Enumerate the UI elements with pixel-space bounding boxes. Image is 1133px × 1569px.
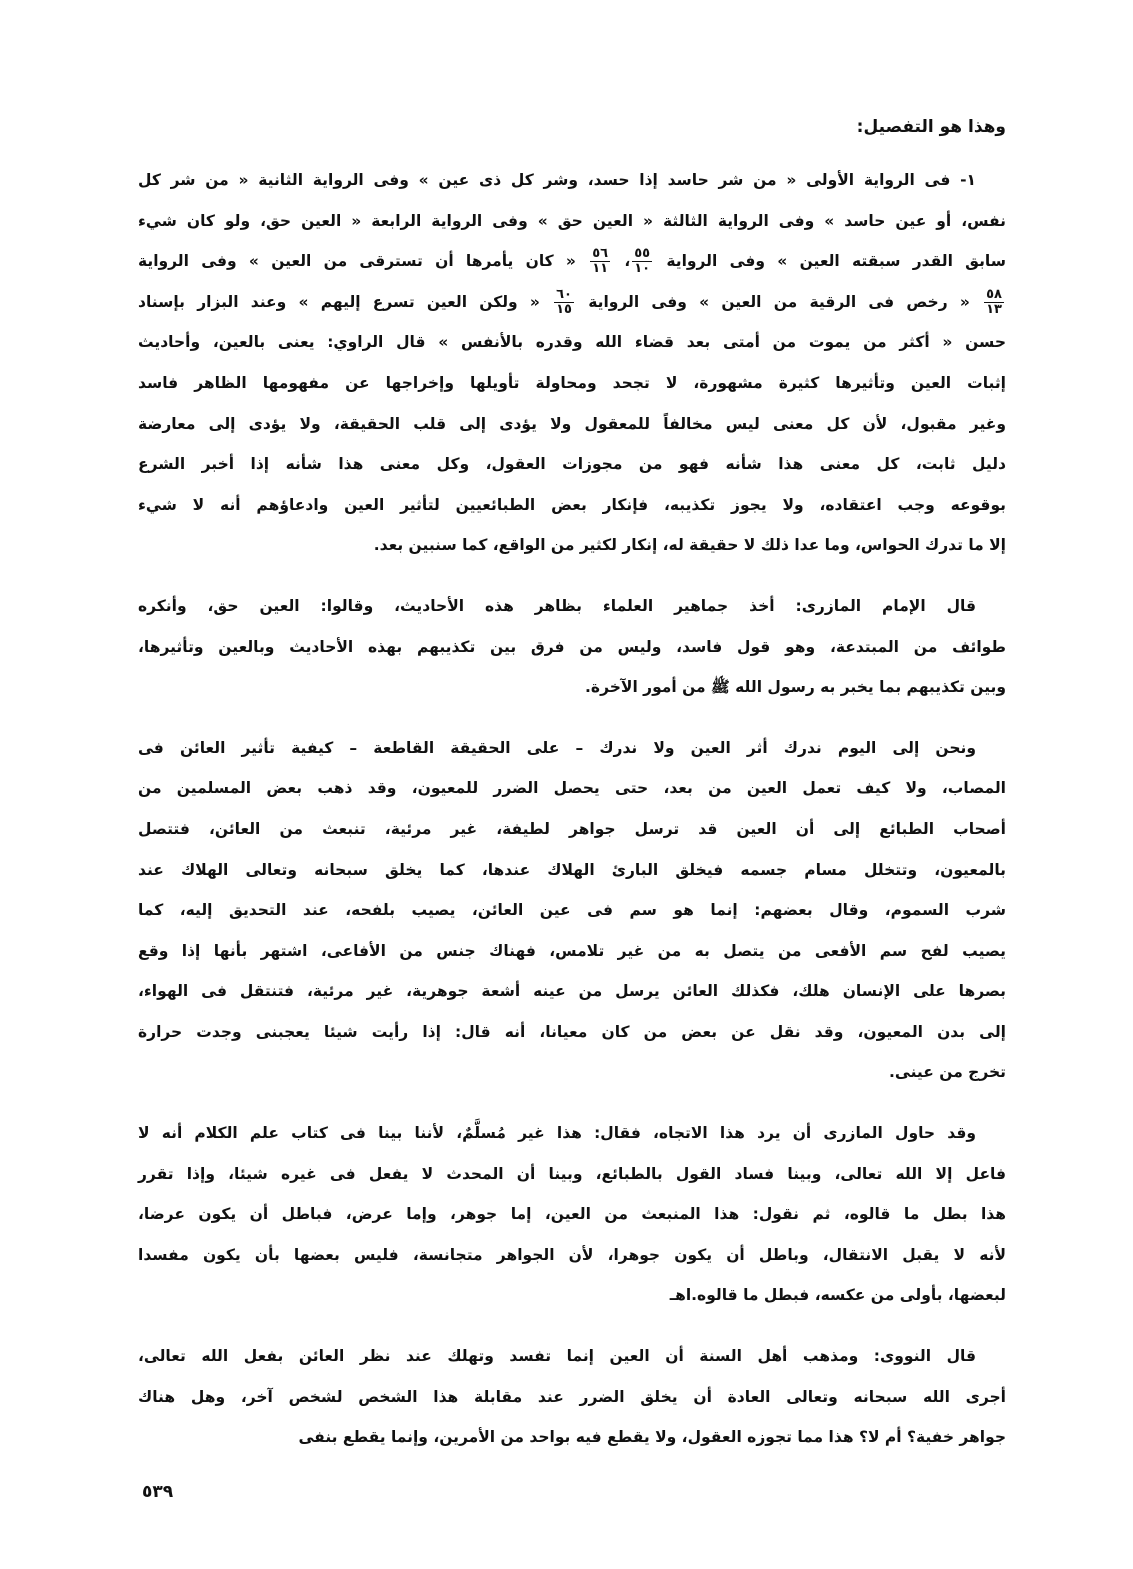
text-line: حسن « أكثر من يموت من أمتى بعد قضاء الله وقدره بالأنفس » قال الراوي: يعنى بالعين، وأحاديث [138, 333, 1006, 352]
text-line: بصرها على الإنسان هلك، فكذلك العائن يرسل من عينه أشعة جوهرية، غير مرئية، فتنتقل فى الهواء، [138, 982, 1006, 1001]
text-segment: سابق القدر سبقته العين » وفى الرواية [654, 252, 1006, 271]
text-line: فاعل إلا الله تعالى، وبينا فساد القول بالطبائع، وبينا أن المحدث لا يفعل فى غيره شيئا، وإذا تقرر [138, 1164, 1006, 1183]
paragraph [138, 586, 1006, 708]
text-line [138, 241, 1006, 282]
reference-fraction [554, 288, 574, 317]
text-line: يصيب لفح سم الأفعى من يتصل به من غير تلامس، فهناك جنس من الأفاعى، اشتهر بأنها إذا وقع [138, 941, 1006, 960]
fraction-denominator: ١٣ [986, 301, 1002, 317]
text-line: وقد حاول المازرى أن يرد هذا الاتجاه، فقال: هذا غير مُسلَّمٌ، لأننا بينا فى كتاب علم الكلام أنه لا [138, 1124, 976, 1143]
text-line [138, 282, 1006, 323]
text-segment: « رخص فى الرقية من العين » وفى الرواية [576, 292, 983, 311]
fraction-numerator: ٥٨ [986, 286, 1002, 302]
fraction-denominator: ١٠ [634, 261, 651, 277]
text-segment: « ولكن العين تسرع إليهم » وعند البزار بإسناد [138, 292, 553, 311]
text-line: جواهر خفية؟ أم لا؟ هذا مما تجوزه العقول، ولا يقطع فيه بواحد من الأمرين، وإنما يقطع بنفى [298, 1428, 1006, 1447]
text-line: طوائف من المبتدعة، وهو قول فاسد، وليس من فرق بين تكذيبهم بهذه الأحاديث وبالعين وتأثيرها، [138, 637, 1006, 656]
text-line: لبعضها، بأولى من عكسه، فبطل ما قالوه.اهـ [669, 1286, 1006, 1305]
reference-fraction [984, 288, 1004, 317]
text-line: لأنه لا يقبل الانتقال، وباطل أن يكون جوهرا، لأن الجواهر متجانسة، فليس بعضها بأن يكون مفسدا [138, 1245, 1006, 1264]
text-line: إثبات العين وتأثيرها كثيرة مشهورة، لا تجحد ومحاولة تأويلها وإخراجها عن مفهومها الظاهر فاسد [138, 373, 1006, 392]
paragraph [138, 1113, 1006, 1316]
section-heading: وهذا هو التفصيل: [856, 117, 1006, 137]
paragraph [138, 728, 1006, 1093]
fraction-denominator: ١١ [592, 261, 609, 277]
paragraph [138, 1336, 1006, 1458]
text-line: وغير مقبول، لأن كل معنى ليس مخالفاً للمعقول ولا يؤدى إلى قلب الحقيقة، ولا يؤدى إلى معارضة [138, 414, 1006, 433]
text-line: ١- فى الرواية الأولى « من شر حاسد إذا حسد، وشر كل ذى عين » وفى الرواية الثانية « من شر كل [138, 171, 976, 189]
page-body [138, 108, 1006, 1458]
page-number: ٥٣٩ [142, 1482, 174, 1502]
fraction-numerator: ٦٠ [556, 286, 572, 302]
text-line: ونحن إلى اليوم ندرك أثر العين ولا ندرك – على الحقيقة القاطعة – كيفية تأثير العائن فى [138, 738, 976, 757]
text-line: أجرى الله سبحانه وتعالى العادة أن يخلق الضرر عند مقابلة هذا الشخص لشخص آخر، وهل هناك [138, 1387, 1006, 1406]
reference-fraction [632, 247, 652, 276]
text-line: نفس، أو عين حاسد » وفى الرواية الثالثة « العين حق » وفى الرواية الرابعة « العين حق، ولو كان شيء [138, 211, 1006, 230]
text-line: وبين تكذيبهم بما يخبر به رسول الله ﷺ من أمور الآخرة. [585, 678, 1006, 697]
fraction-denominator: ١٥ [556, 301, 572, 317]
text-line: قال الإمام المازرى: أخذ جماهير العلماء بظاهر هذه الأحاديث، وقالوا: العين حق، وأنكره [138, 596, 976, 615]
fraction-numerator: ٥٥ [634, 246, 651, 262]
text-line: هذا بطل ما قالوه، ثم نقول: هذا المنبعث من العين، إما جوهر، وإما عرض، فباطل أن يكون عرضا، [138, 1205, 1006, 1224]
paragraph [138, 160, 1006, 566]
text-line: بوقوعه وجب اعتقاده، ولا يجوز تكذيبه، فإنكار بعض الطبائعيين لتأثير العين وادعاؤهم أنه لا شيء [138, 495, 1006, 514]
text-line: إلى بدن المعيون، وقد نقل عن بعض من كان معيانا، أنه قال: إذا رأيت شيئا يعجبنى وجدت حرارة [138, 1022, 1006, 1041]
text-line: بالمعيون، وتتخلل مسام جسمه فيخلق البارئ الهلاك عندها، كما يخلق سبحانه وتعالى الهلاك عند [138, 860, 1006, 879]
text-line: إلا ما تدرك الحواس، وما عدا ذلك لا حقيقة له، إنكار لكثير من الواقع، كما سنبين بعد. [373, 536, 1006, 555]
fraction-numerator: ٥٦ [592, 246, 609, 262]
reference-fraction [590, 247, 610, 276]
paragraphs [138, 160, 1006, 1458]
text-segment: ، [612, 252, 631, 271]
text-line: شرب السموم، وقال بعضهم: إنما هو سم فى عين العائن، يصيب بلفحه، عند التحديق إليه، كما [138, 901, 1006, 920]
text-line: دليل ثابت، كل معنى هذا شأنه فهو من مجوزات العقول، وكل معنى هذا شأنه إذا أخبر الشرع [138, 455, 1006, 474]
text-line: المصاب، ولا كيف تعمل العين من بعد، حتى يحصل الضرر للمعيون، وقد ذهب بعض المسلمين من [138, 779, 1006, 798]
text-segment: « كان يأمرها أن تسترقى من العين » وفى الرواية [138, 252, 589, 271]
text-line: تخرج من عينى. [889, 1063, 1006, 1082]
text-line: قال النووى: ومذهب أهل السنة أن العين إنما تفسد وتهلك عند نظر العائن بفعل الله تعالى، [138, 1347, 976, 1366]
text-line: أصحاب الطبائع إلى أن العين قد ترسل جواهر لطيفة، غير مرئية، تنبعث من العائن، فتتصل [138, 819, 1006, 838]
